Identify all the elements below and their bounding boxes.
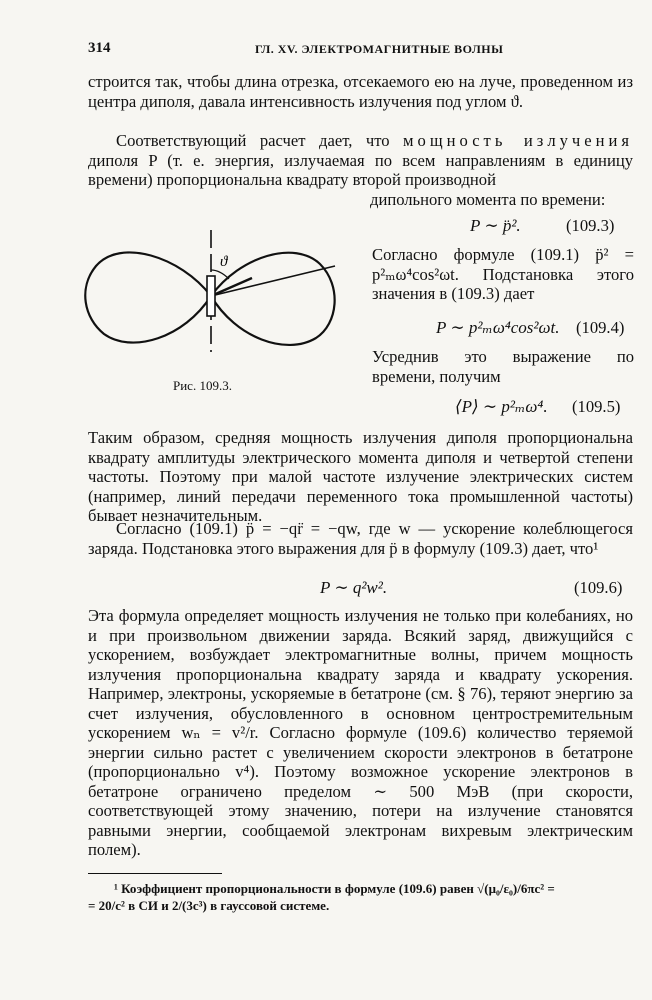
equation-109-6: P ∼ q²w². xyxy=(320,578,388,597)
dipole-radiation-figure xyxy=(80,226,350,366)
angle-label: ϑ xyxy=(220,254,228,270)
running-head: ГЛ. XV. ЭЛЕКТРОМАГНИТНЫЕ ВОЛНЫ xyxy=(255,42,504,56)
equation-label-109-5: (109.5) xyxy=(572,397,621,416)
paragraph-2-spaced: мощность излучения xyxy=(403,131,633,150)
dipole-symbol xyxy=(207,276,215,316)
equation-label-109-3: (109.3) xyxy=(566,216,615,235)
equation-label-109-4: (109.4) xyxy=(576,318,625,337)
footnote-line-2: = 20/c² в СИ и 2/(3c³) в гауссовой системе. xyxy=(88,898,330,913)
paragraph-5: Таким образом, средняя мощность излучения диполя пропорциональна квадрату амплитуды электрического момента диполя и четвертой степени частоты. Поэтому при малой частоте излучение электрических систем (например, линий передачи переменного тока промышленной частоты) бывает незначительным. xyxy=(88,428,633,525)
right-lobe xyxy=(211,253,335,345)
paragraph-3: Согласно формуле (109.1) p̈² = p²ₘω⁴cos²ωt. Подстановка этого значения в (109.3) дает xyxy=(372,245,634,303)
figure-caption: Рис. 109.3. xyxy=(173,378,232,393)
radiation-ray xyxy=(211,266,335,296)
paragraph-7: Эта формула определяет мощность излучения не только при колебаниях, но и при произвольном движении заряда. Всякий заряд, движущийся с ускорением, возбуждает электромагнитные волны, причем мощность излучения пропорциональна квадрату заряда и квадрату ускорения. Например, электроны, ускоряемые в бетатроне (см. § 76), теряют энергию за счет излучения, обусловленного в основном центростремительным ускорением wₙ = v²/r. Согласно формуле (109.6) количество теряемой энергии сильно растет с увеличением скорости электронов в бетатроне (пропорционально v⁴). Поэтому возможное ускорение электронов в бетатроне ограничено пределом ∼ 500 МэВ (при скорости, соответствующей этому значению, потери на излучение становятся равными энергии, сообщаемой электронам вихревым электрическим полем). xyxy=(88,606,633,859)
paragraph-1: строится так, чтобы длина отрезка, отсекаемого ею на луче, проведенном из центра диполя, давала интенсивность излучения под углом ϑ. xyxy=(88,72,633,111)
paragraph-4: Усреднив это выражение по времени, получим xyxy=(372,347,634,386)
page-number: 314 xyxy=(88,40,111,56)
left-lobe xyxy=(85,252,211,342)
footnote xyxy=(88,880,636,914)
paragraph-2-end: дипольного момента по времени: xyxy=(370,190,606,209)
paragraph-2 xyxy=(88,131,633,190)
equation-109-4: P ∼ p²ₘω⁴cos²ωt. xyxy=(436,318,560,337)
footnote-line-1: ¹ Коэффициент пропорциональности в формуле (109.6) равен √(μ₀/ε₀)/6πc² = xyxy=(114,881,555,896)
paragraph-2-start: Соответствующий расчет дает, что xyxy=(116,131,404,150)
paragraph-6: Согласно (109.1) p̈ = −qr̈ = −qw, где w — ускорение колеблющегося заряда. Подстановка этого выражения для p̈ в формулу (109.3) дает, что¹ xyxy=(88,519,633,558)
footnote-rule xyxy=(88,873,222,874)
paragraph-2-rest: диполя P (т. е. энергия, излучаемая по всем направлениям в единицу времени) пропорциональна квадрату второй производной xyxy=(88,150,633,189)
equation-label-109-6: (109.6) xyxy=(574,578,623,597)
equation-109-5: ⟨P⟩ ∼ p²ₘω⁴. xyxy=(455,397,548,416)
equation-109-3: P ∼ p̈². xyxy=(470,216,521,235)
